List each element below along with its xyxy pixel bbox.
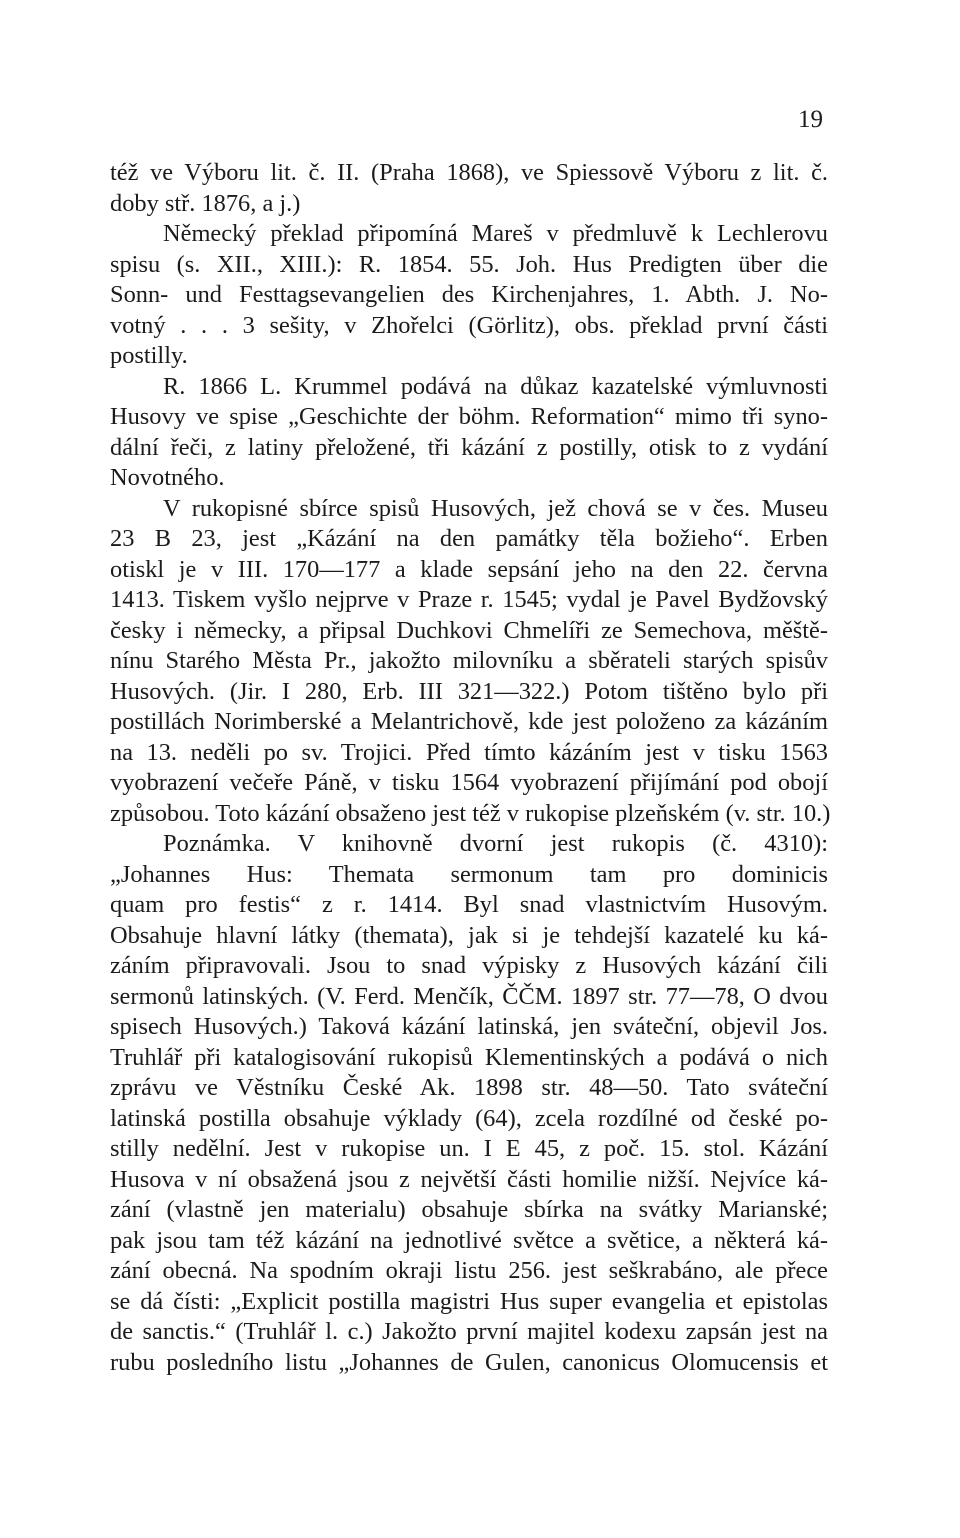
- text-line: doby stř. 1876, a j.): [110, 189, 301, 217]
- text-line: Husova v ní obsažená jsou z největší části homilie nižší. Nejvíce ká-: [110, 1165, 828, 1193]
- text-line: nínu Starého Města Pr., jakožto milovníku a sběrateli starých spisův: [110, 647, 828, 674]
- text-line: Sonn- und Festtagsevangelien des Kirchenjahres, 1. Abth. J. No-: [110, 281, 828, 308]
- text-line: quam pro festis“ z r. 1414. Byl snad vlastnictvím Husovým.: [110, 891, 828, 918]
- text-line: zání obecná. Na spodním okraji listu 256. jest seškrabáno, ale přece: [110, 1257, 828, 1284]
- text-line: latinská postilla obsahuje výklady (64), zcela rozdílné od české po-: [110, 1104, 828, 1132]
- text-line: 23 B 23, jest „Kázání na den památky těla božieho“. Erben: [110, 525, 828, 552]
- text-line: zprávu ve Věstníku České Ak. 1898 str. 48—50. Tato sváteční: [110, 1074, 828, 1101]
- text-line: Novotného.: [110, 464, 225, 491]
- text-line: de sanctis.“ (Truhlář l. c.) Jakožto první majitel kodexu zapsán jest na: [110, 1318, 828, 1345]
- text-line: záním připravovali. Jsou to snad výpisky z Husových kázání čili: [110, 952, 828, 979]
- text-line: „Johannes Hus: Themata sermonum tam pro dominicis: [110, 860, 828, 888]
- text-line: Poznámka. V knihovně dvorní jest rukopis (č. 4310):: [163, 830, 828, 857]
- text-line: spisu (s. XII., XIII.): R. 1854. 55. Joh. Hus Predigten über die: [110, 250, 828, 278]
- text-line: česky i německy, a připsal Duchkovi Chmelíři ze Semechova, měště-: [110, 616, 828, 644]
- text-line: otiskl je v III. 170—177 a klade sepsání jeho na den 22. června: [110, 555, 828, 583]
- text-line: V rukopisné sbírce spisů Husových, jež chová se v čes. Museu: [163, 494, 828, 522]
- text-line: na 13. neděli po sv. Trojici. Před tímto kázáním jest v tisku 1563: [110, 738, 828, 766]
- text-line: votný . . . 3 sešity, v Zhořelci (Görlitz), obs. překlad první části: [110, 311, 828, 339]
- text-line: rubu posledního listu „Johannes de Gulen, canonicus Olomucensis et: [110, 1348, 828, 1376]
- text-line: postillách Norimberské a Melantrichově, kde jest položeno za kázáním: [110, 708, 828, 735]
- page-number: 19: [798, 106, 823, 133]
- text-line: se dá čísti: „Explicit postilla magistri Hus super evangelia et epistolas: [110, 1287, 828, 1315]
- text-line: zání (vlastně jen materialu) obsahuje sbírka na svátky Marianské;: [110, 1196, 828, 1223]
- text-line: postilly.: [110, 342, 188, 369]
- text-line: vyobrazení večeře Páně, v tisku 1564 vyobrazení přijímání pod obojí: [110, 769, 828, 796]
- text-line: Truhlář při katalogisování rukopisů Klementinských a podává o nich: [110, 1043, 828, 1071]
- text-line: způsobou. Toto kázání obsaženo jest též v rukopise plzeňském (v. str. 10.): [110, 799, 831, 827]
- text-line: Husových. (Jir. I 280, Erb. III 321—322.) Potom tištěno bylo při: [110, 677, 828, 705]
- text-line: Německý překlad připomíná Mareš v předmluvě k Lechlerovu: [163, 220, 828, 247]
- text-line: též ve Výboru lit. č. II. (Praha 1868), ve Spiessově Výboru z lit. č.: [110, 159, 828, 186]
- text-line: dální řeči, z latiny přeložené, tři kázání z postilly, otisk to z vydání: [110, 433, 828, 461]
- text-line: Husovy ve spise „Geschichte der böhm. Reformation“ mimo tři syno-: [110, 403, 828, 430]
- body-text: [110, 158, 831, 1378]
- text-line: sermonů latinských. (V. Ferd. Menčík, ČČM. 1897 str. 77—78, O dvou: [110, 982, 828, 1010]
- text-line: pak jsou tam též kázání na jednotlivé světce a světice, a některá ká-: [110, 1226, 828, 1254]
- text-line: Obsahuje hlavní látky (themata), jak si je tehdejší kazatelé ku ká-: [110, 921, 828, 949]
- text-line: R. 1866 L. Krummel podává na důkaz kazatelské výmluvnosti: [163, 372, 828, 400]
- text-line: stilly nedělní. Jest v rukopise un. I E 45, z poč. 15. stol. Kázání: [110, 1135, 828, 1162]
- text-line: 1413. Tiskem vyšlo nejprve v Praze r. 1545; vydal je Pavel Bydžovský: [110, 586, 828, 613]
- text-line: spisech Husových.) Taková kázání latinská, jen sváteční, objevil Jos.: [110, 1013, 828, 1040]
